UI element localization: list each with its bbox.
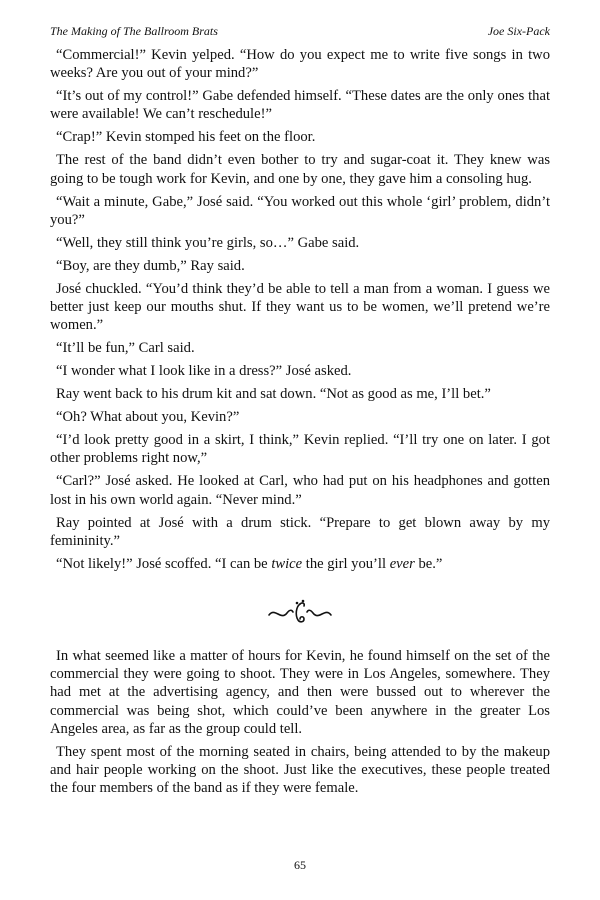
paragraph: Ray went back to his drum kit and sat down. “Not as good as me, I’ll bet.”: [56, 386, 491, 403]
text-run: the girl you’ll: [302, 555, 390, 572]
emphasis-twice: twice: [271, 555, 303, 572]
paragraph: “Boy, are they dumb,” Ray said.: [56, 257, 245, 274]
running-head-author: Joe Six-Pack: [487, 24, 550, 38]
flourish-ornament-icon: [267, 593, 333, 633]
paragraph: The rest of the band didn’t even bother to try and sugar-coat it. They knew was going to be tough work for Kevin, and one by one, they gave him a consoling hug.: [50, 152, 550, 187]
paragraph: “It’s out of my control!” Gabe defended himself. “These dates are the only ones that were available! We can’t reschedule!”: [50, 88, 550, 123]
text-run: “Not likely!” José scoffed. “I can be: [56, 555, 272, 572]
page-number: 65: [294, 858, 306, 872]
paragraph: “I’d look pretty good in a skirt, I think,” Kevin replied. “I’ll try one on later. I got other problems right now,”: [50, 432, 550, 467]
paragraph: Ray pointed at José with a drum stick. “Prepare to get blown away by my femininity.”: [50, 514, 550, 549]
body-text: [50, 46, 550, 802]
paragraph: They spent most of the morning seated in chairs, being attended to by the makeup and hair people working on the shoot. Just like the executives, these people treated the four members of the band as if they were female.: [50, 743, 550, 797]
paragraph: “Wait a minute, Gabe,” José said. “You worked out this whole ‘girl’ problem, didn’t you?”: [50, 193, 550, 228]
paragraph: “I wonder what I look like in a dress?” José asked.: [56, 363, 352, 380]
paragraph: “It’ll be fun,” Carl said.: [56, 340, 195, 357]
paragraph: “Commercial!” Kevin yelped. “How do you expect me to write five songs in two weeks? Are you out of your mind?”: [50, 47, 550, 82]
text-run: be.”: [414, 555, 443, 572]
paragraph: “Oh? What about you, Kevin?”: [56, 409, 240, 426]
section-break-ornament: [50, 593, 550, 633]
running-head: [50, 22, 550, 40]
paragraph: In what seemed like a matter of hours for Kevin, he found himself on the set of the commercial they were going to shoot. They were in Los Angeles, somewhere. They had met at the advertising agency, and then were bussed out to wherever the commercial was being shot, which could’ve been anywhere in the greater Los Angeles area, as far as the group could tell.: [50, 648, 550, 737]
paragraph: “Well, they still think you’re girls, so…” Gabe said.: [56, 234, 360, 251]
paragraph-last-quote: [50, 555, 550, 573]
paragraph: “Crap!” Kevin stomped his feet on the floor.: [56, 129, 316, 146]
running-head-book-title: The Making of The Ballroom Brats: [50, 24, 218, 38]
paragraph: “Carl?” José asked. He looked at Carl, who had put on his headphones and gotten lost in his own world again. “Never mind.”: [50, 473, 550, 508]
emphasis-ever: ever: [389, 555, 415, 572]
paragraph: José chuckled. “You’d think they’d be able to tell a man from a woman. I guess we better just keep our mouths shut. If they want us to be women, we’ll pretend we’re women.”: [50, 280, 550, 334]
